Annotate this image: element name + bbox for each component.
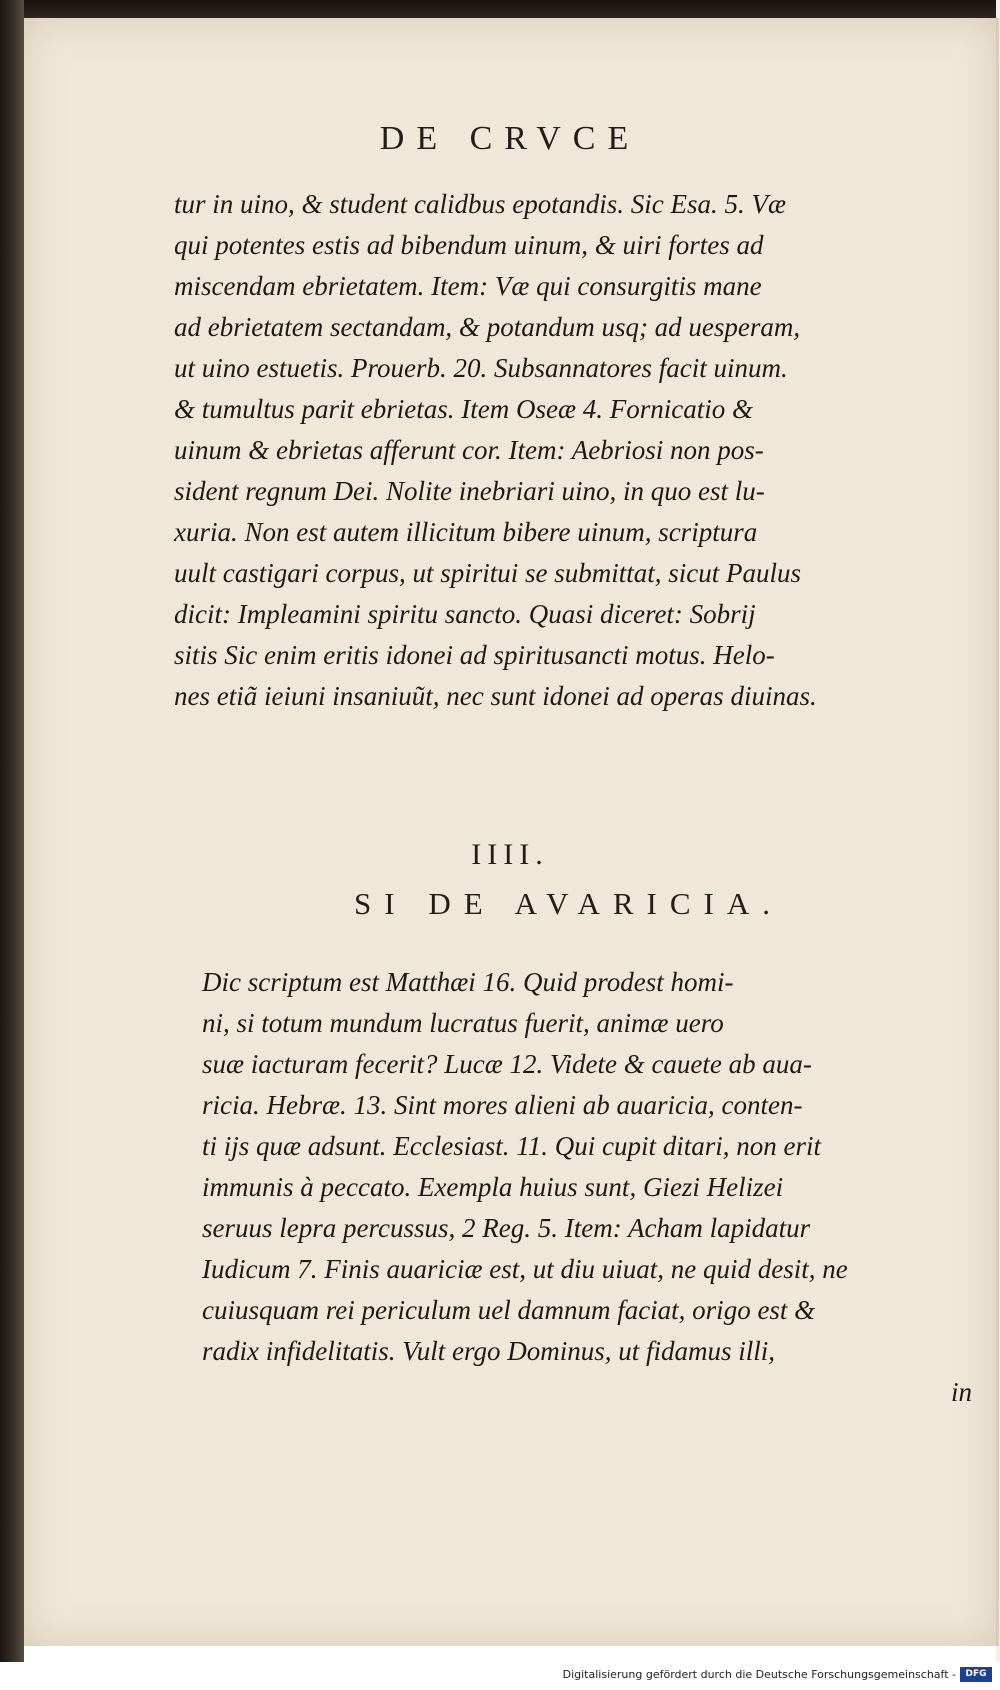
text-line: & tumultus parit ebrietas. Item Oseæ 4. Fornicatio & — [174, 394, 753, 424]
catchword: in — [950, 1377, 972, 1407]
text-line: suæ iacturam fecerit? Lucæ 12. Videte & cauete ab aua- — [202, 1049, 812, 1079]
text-line: uinum & ebrietas afferunt cor. Item: Aebriosi non pos- — [174, 435, 764, 465]
text-block-bottom — [202, 962, 1000, 1413]
text-line: ad ebrietatem sectandam, & potandum usq; ad uesperam, — [174, 312, 801, 342]
section-title: SI DE AVARICIA. — [354, 886, 783, 921]
text-line: ut uino estuetis. Prouerb. 20. Subsannatores facit uinum. — [174, 353, 788, 383]
text-line: cuiusquam rei periculum uel damnum faciat, origo est & — [202, 1295, 816, 1325]
text-line: ni, si totum mundum lucratus fuerit, animæ uero — [202, 1008, 724, 1038]
footer-credit: Digitalisierung gefördert durch die Deutsche Forschungsgemeinschaft - — [562, 1668, 956, 1681]
footer-bar — [0, 1664, 1000, 1690]
text-line: radix infidelitatis. Vult ergo Dominus, ut fidamus illi, — [202, 1336, 775, 1366]
running-head: DE CRVCE — [379, 120, 641, 157]
text-line: sident regnum Dei. Nolite inebriari uino, in quo est lu- — [174, 476, 765, 506]
text-line: sitis Sic enim eritis idonei ad spiritusancti motus. Helo- — [174, 640, 775, 670]
text-line: dicit: Impleamini spiritu sancto. Quasi diceret: Sobrij — [174, 599, 756, 629]
text-line: tur in uino, & student calidbus epotandis. Sic Esa. 5. Væ — [174, 189, 786, 219]
text-line: xuria. Non est autem illicitum bibere uinum, scriptura — [174, 517, 758, 547]
text-line: nes etiã ieiuni insaniuũt, nec sunt idonei ad operas diuinas. — [174, 681, 817, 711]
text-line: miscendam ebrietatem. Item: Væ qui consurgitis mane — [174, 271, 762, 301]
book-page — [24, 18, 999, 1646]
dfg-logo-icon: DFG — [960, 1667, 992, 1682]
text-line: qui potentes estis ad bibendum uinum, & uiri fortes ad — [174, 230, 764, 260]
text-line: seruus lepra percussus, 2 Reg. 5. Item: Acham lapidatur — [202, 1213, 811, 1243]
text-block-top — [174, 184, 974, 717]
text-line: immunis à peccato. Exempla huius sunt, Giezi Helizei — [202, 1172, 784, 1202]
text-line: ricia. Hebræ. 13. Sint mores alieni ab auaricia, conten- — [202, 1090, 803, 1120]
text-line: ti ijs quæ adsunt. Ecclesiast. 11. Qui cupit ditari, non erit — [202, 1131, 821, 1161]
text-line: Iudicum 7. Finis auariciæ est, ut diu uiuat, ne quid desit, ne — [202, 1254, 848, 1284]
text-line: Dic scriptum est Matthæi 16. Quid prodest homi- — [202, 967, 734, 997]
scan-left-edge — [0, 0, 24, 1662]
text-line: uult castigari corpus, ut spiritui se submittat, sicut Paulus — [174, 558, 802, 588]
section-number: IIII. — [471, 838, 549, 871]
